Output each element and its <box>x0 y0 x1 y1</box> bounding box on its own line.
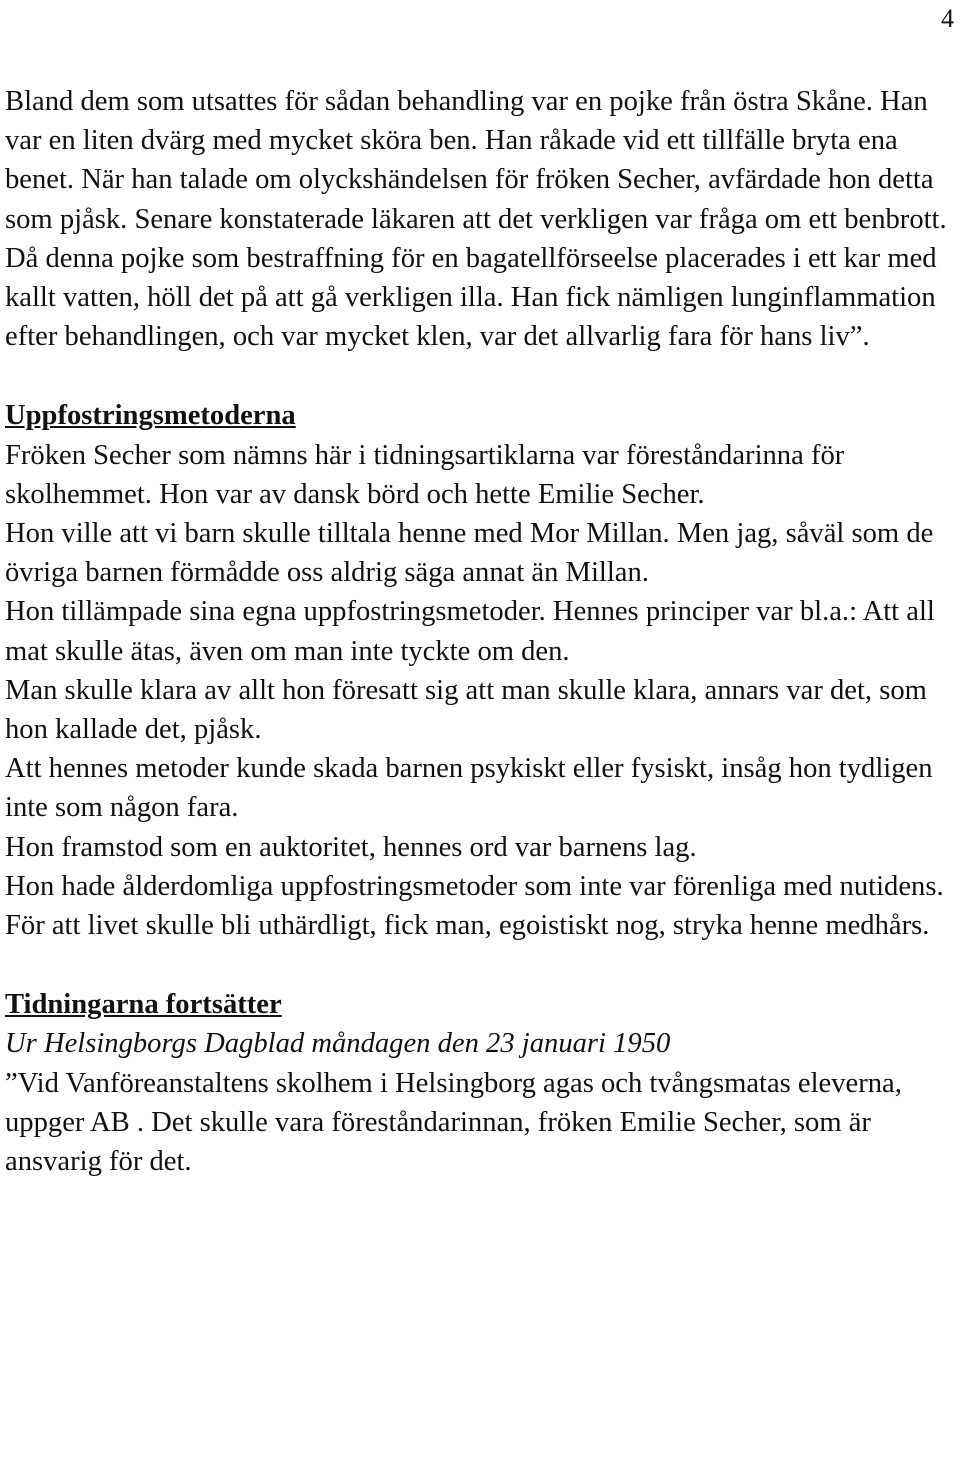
section-heading-uppfostringsmetoderna: Uppfostringsmetoderna <box>5 400 296 432</box>
paragraph: Hon ville att vi barn skulle tilltala henne med Mor Millan. Men jag, såväl som de övriga barnen förmådde oss aldrig säga annat än Millan. <box>5 518 934 589</box>
paragraph: Att hennes metoder kunde skada barnen psykiskt eller fysiskt, insåg hon tydligen inte som någon fara. <box>5 753 933 824</box>
paragraph: För att livet skulle bli uthärdligt, fick man, egoistiskt nog, stryka henne medhårs. <box>5 910 930 942</box>
paragraph: Hon framstod som en auktoritet, hennes ord var barnens lag. <box>5 831 697 863</box>
source-citation: Ur Helsingborgs Dagblad måndagen den 23 januari 1950 <box>5 1028 671 1060</box>
paragraph: Fröken Secher som nämns här i tidningsartiklarna var föreståndarinna för skolhemmet. Hon var av dansk börd och hette Emilie Secher. <box>5 439 845 510</box>
paragraph: Hon hade ålderdomliga uppfostringsmetoder som inte var förenliga med nutidens. <box>5 870 944 902</box>
paragraph-gap <box>5 356 953 396</box>
intro-paragraph: Bland dem som utsattes för sådan behandling var en pojke från östra Skåne. Han var en liten dvärg med mycket sköra ben. Han råkade vid ett tillfälle bryta ena benet. När han talade om olyckshändelsen för fröken Secher, avfärdade hon detta som pjåsk. Senare konstaterade läkaren att det verkligen var fråga om ett benbrott. Då denna pojke som bestraffning för en bagatellförseelse placerades i ett kar med kallt vatten, höll det på att gå verkligen illa. Han fick nämligen lunginflammation efter behandlingen, och var mycket klen, var det allvarlig fara för hans liv”. <box>5 86 947 353</box>
paragraph-gap <box>5 945 953 985</box>
paragraph: Man skulle klara av allt hon föresatt sig att man skulle klara, annars var det, som hon kallade det, pjåsk. <box>5 674 927 746</box>
paragraph: Hon tillämpade sina egna uppfostringsmetoder. Hennes principer var bl.a.: Att all mat skulle ätas, även om man inte tyckte om den. <box>5 596 935 667</box>
page-number: 4 <box>941 4 954 33</box>
document-body <box>5 82 953 1181</box>
section-heading-tidningarna-fortsatter: Tidningarna fortsätter <box>5 989 282 1021</box>
quote-paragraph: ”Vid Vanföreanstaltens skolhem i Helsingborg agas och tvångsmatas eleverna, uppger AB . Det skulle vara föreståndarinnan, fröken Emilie Secher, som är ansvarig för det. <box>5 1067 902 1178</box>
